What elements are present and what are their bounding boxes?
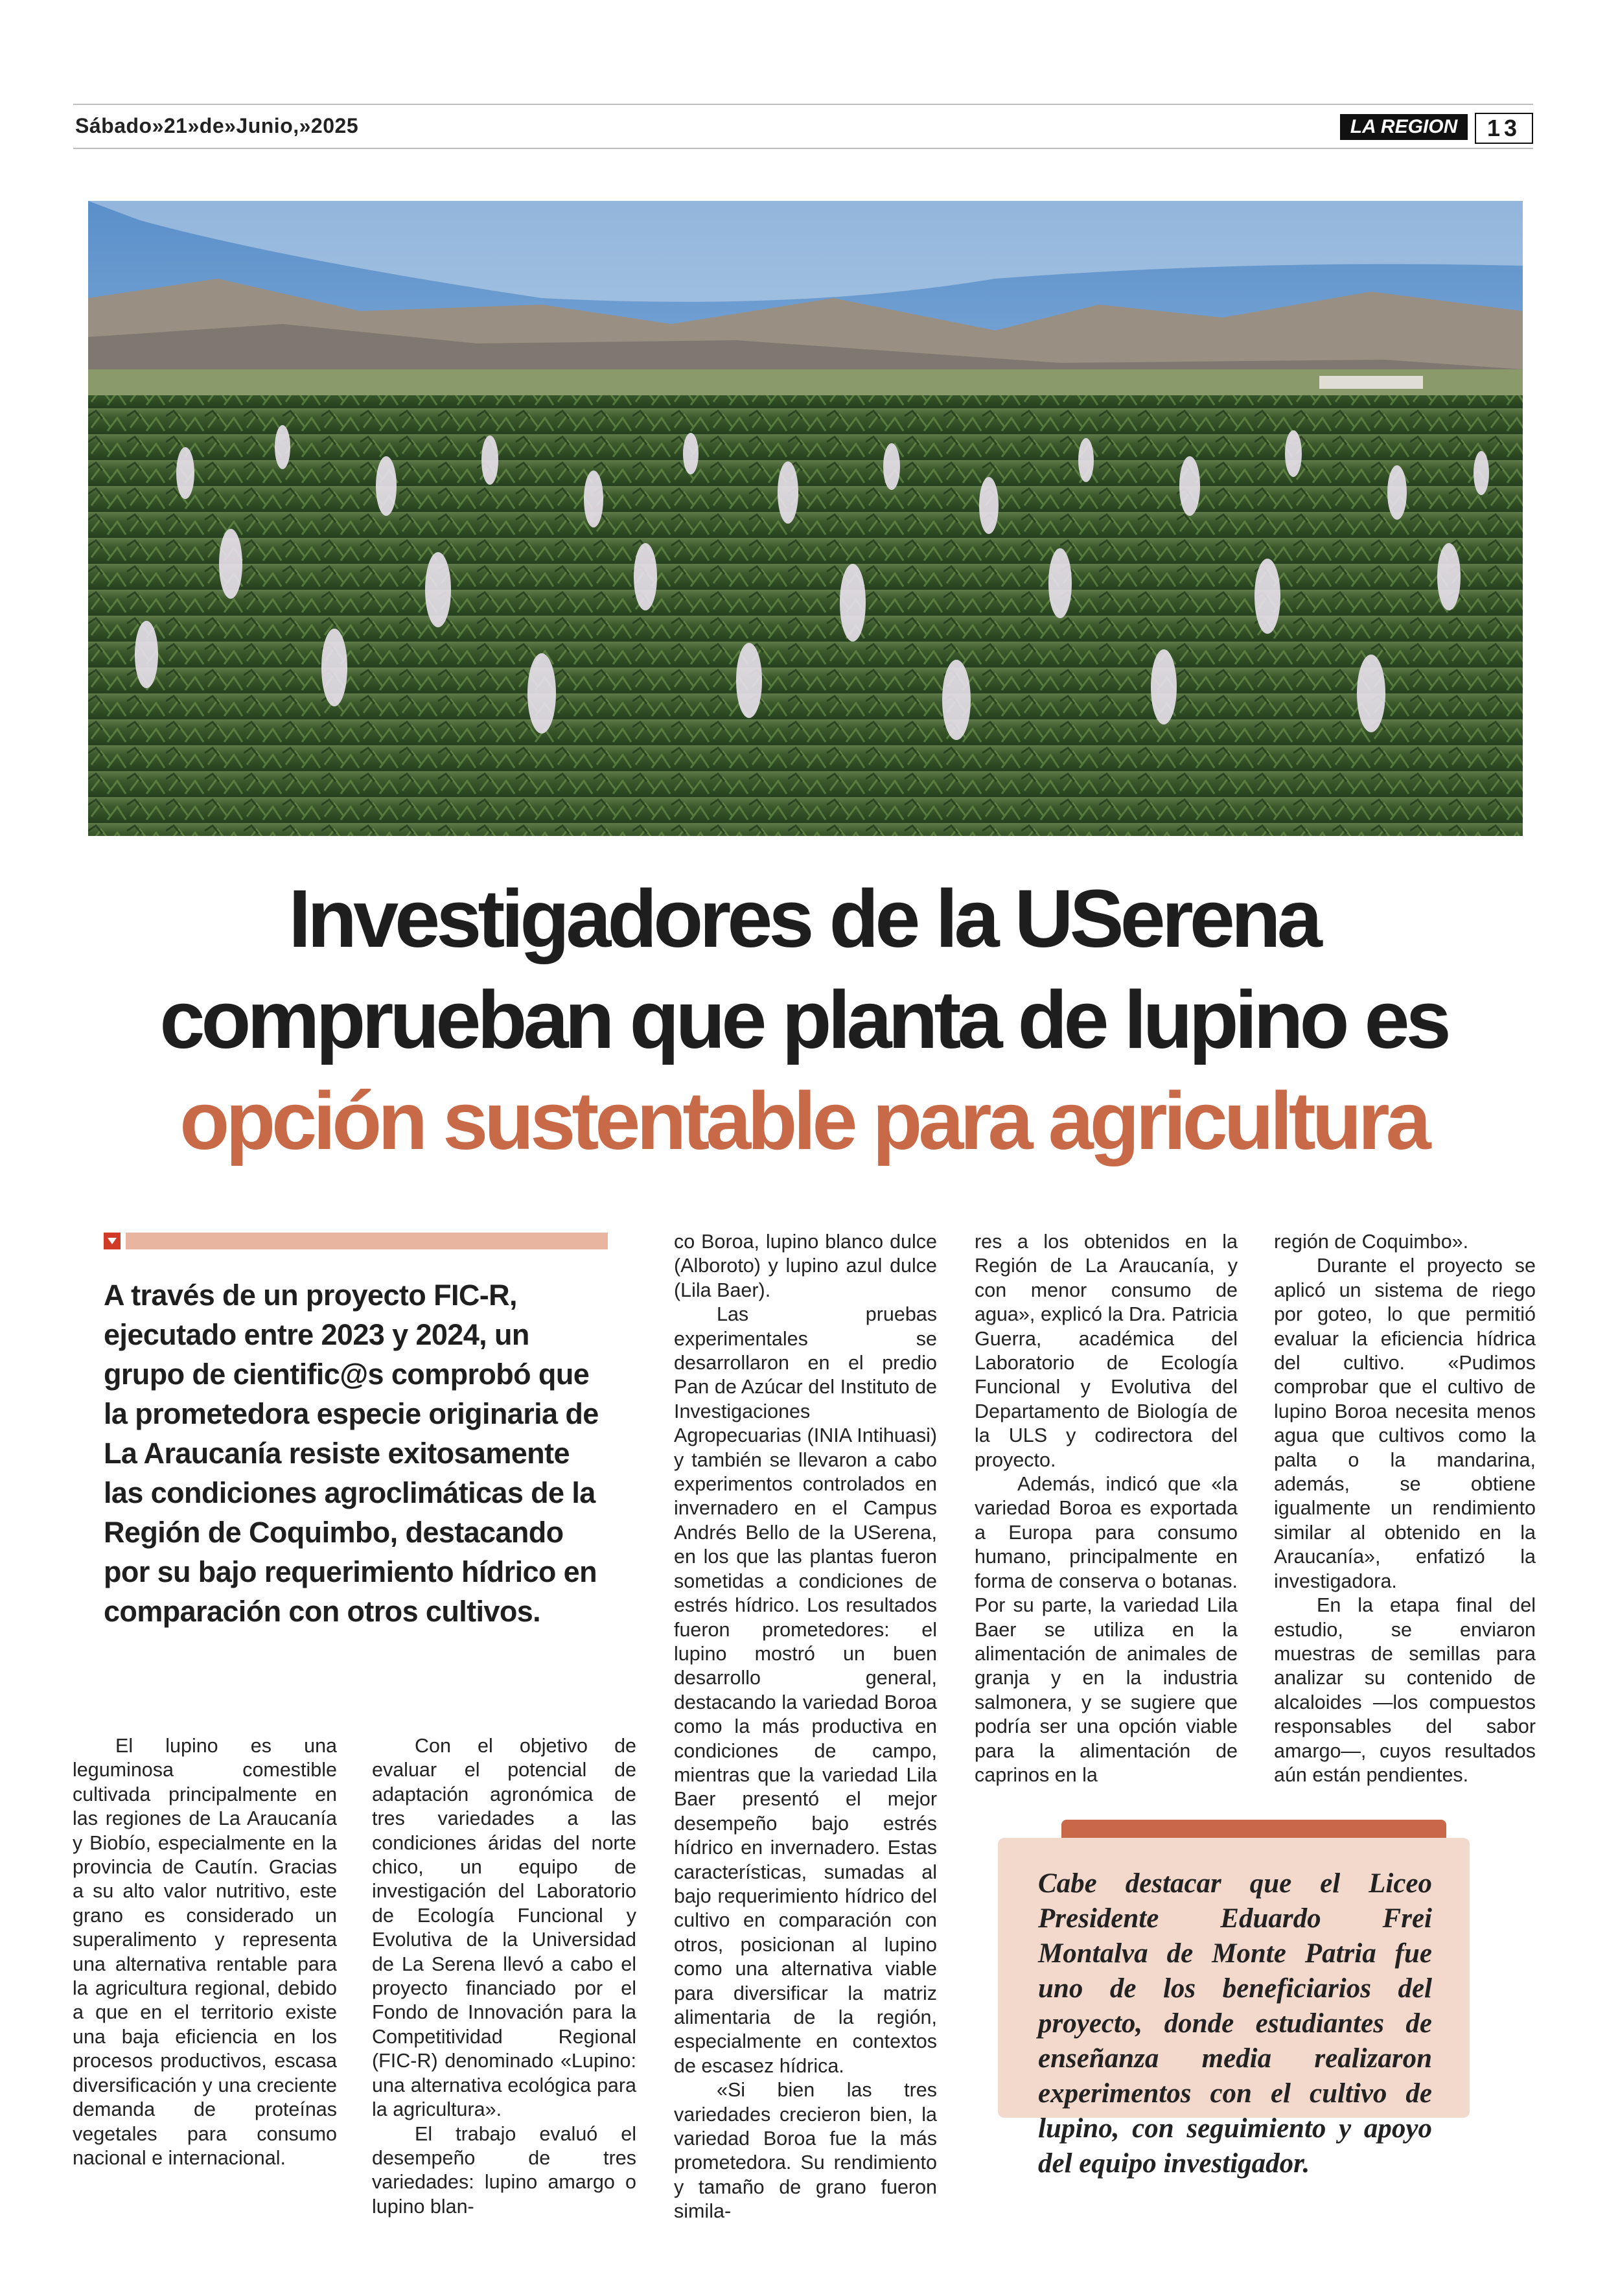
publication-logo: LA REGION — [1340, 114, 1468, 140]
paragraph: «Si bien las tres variedades crecieron bien, la variedad Boroa fue la más prometedora. Su rendimiento y tamaño de grano fueron simila- — [674, 2079, 937, 2223]
page-number: 13 — [1475, 113, 1533, 144]
paragraph: En la etapa final del estudio, se enviaron muestras de semillas para analizar su contenido de alcaloides —los compuestos responsables del sabor amargo—, cuyos resultados aún están pendientes. — [1274, 1594, 1536, 1786]
sidebox-text: Cabe destacar que el Liceo Presidente Eduardo Frei Montalva de Monte Patria fue uno de los beneficiarios del proyecto, donde estudiantes de enseñanza media realizaron experimentos con el cultivo de lupino, con seguimiento y apoyo del equipo investigador. — [1038, 1868, 1432, 2179]
paragraph: Además, indicó que «la variedad Boroa es exportada a Europa para consumo humano, principalmente en forma de conserva o botanas. Por su parte, la variedad Lila Baer se utiliza en la alimentación de animales de granja y en la industria salmonera, y se sugiere que podría ser una opción viable para la alimentación de caprinos en la — [975, 1473, 1238, 1786]
header-rule-top — [73, 104, 1533, 105]
headline-line-2: comprueban que planta de lupino es — [159, 974, 1448, 1065]
issue-date: Sábado»21»de»Junio,»2025 — [75, 114, 359, 137]
body-column-4 — [975, 1230, 1238, 1787]
body-column-2 — [372, 1734, 636, 2219]
paragraph: Durante el proyecto se aplicó un sistema de riego por goteo, lo que permitió evaluar la eficiencia hídrica del cultivo. «Pudimos comprobar que el cultivo de lupino Boroa necesita menos agua que cultivos como la palta o la mandarina, además, se obtiene igualmente un rendimiento similar al obtenido en la Araucanía», enfatizó la investigadora. — [1274, 1255, 1536, 1592]
paragraph: res a los obtenidos en la Región de La Araucanía, y con menor consumo de agua», explicó la Dra. Patricia Guerra, académica del Laboratorio de Ecología Funcional y Evolutiva del Departamento de Biología de la ULS y codirectora del proyecto. — [975, 1231, 1238, 1471]
lead-marker-icon — [104, 1233, 121, 1249]
headline-line-1: Investigadores de la USerena — [288, 873, 1319, 964]
paragraph: Las pruebas experimentales se desarrollaron en el predio Pan de Azúcar del Instituto de Investigaciones Agropecuarias (INIA Intihuasi) y también se llevaron a cabo experimentos controlados en invernadero en el Campus Andrés Bello de la USerena, en los que las plantas fueron sometidas a condiciones de estrés hídrico. Los resultados fueron prometedores: el lupino mostró un buen desarrollo general, destacando la variedad Boroa como la más productiva en condiciones de campo, mientras que la variedad Lila Baer presentó el mejor desempeño bajo estrés hídrico en invernadero. Estas características, sumadas al bajo requerimiento hídrico del cultivo en comparación con otros, posicionan al lupino como una alternativa viable para diversificar la matriz alimentaria de la región, especialmente en contextos de escasez hídrica. — [674, 1303, 937, 2077]
lead-paragraph: A través de un proyecto FIC-R, ejecutado entre 2023 y 2024, un grupo de cientific@s comprobó que la prometedora especie originaria de La Araucanía resiste exitosamente las condiciones agroclimáticas de la Región de Coquimbo, destacando por su bajo requerimiento hídrico en comparación con otros cultivos. — [104, 1279, 599, 1628]
headline-line-3: opción sustentable para agricultura — [179, 1075, 1428, 1166]
paragraph: El lupino es una leguminosa comestible cultivada principalmente en las regiones de La Araucanía y Biobío, especialmente en la provincia de Cautín. Gracias a su alto valor nutritivo, este grano es considerado un superalimento y representa una alternativa rentable para la agricultura regional, debido a que en el territorio existe una baja eficiencia en los procesos productivos, escasa diversificación y una creciente demanda de proteínas vegetales para consumo nacional e internacional. — [73, 1735, 337, 2169]
paragraph: región de Coquimbo». — [1274, 1231, 1469, 1253]
header-rule-bottom — [73, 148, 1533, 149]
lead-bar — [126, 1233, 608, 1249]
lupine-field-photo — [88, 201, 1523, 836]
body-column-1 — [73, 1734, 337, 2170]
paragraph: co Boroa, lupino blanco dulce (Alboroto) y lupino azul dulce (Lila Baer). — [674, 1231, 937, 1301]
body-column-3 — [674, 1230, 937, 2224]
body-column-5 — [1274, 1230, 1536, 1787]
paragraph: Con el objetivo de evaluar el potencial de adaptación agronómica de tres variedades a las condiciones áridas del norte chico, un equipo de investigación del Laboratorio de Ecología Funcional y Evolutiva de la Universidad de La Serena llevó a cabo el proyecto financiado por el Fondo de Innovación para la Competitividad Regional (FIC-R) denominado «Lupino: una alternativa ecológica para la agricultura». — [372, 1735, 636, 2121]
headline — [97, 868, 1510, 1172]
paragraph: El trabajo evaluó el desempeño de tres variedades: lupino amargo o lupino blan- — [372, 2122, 636, 2218]
